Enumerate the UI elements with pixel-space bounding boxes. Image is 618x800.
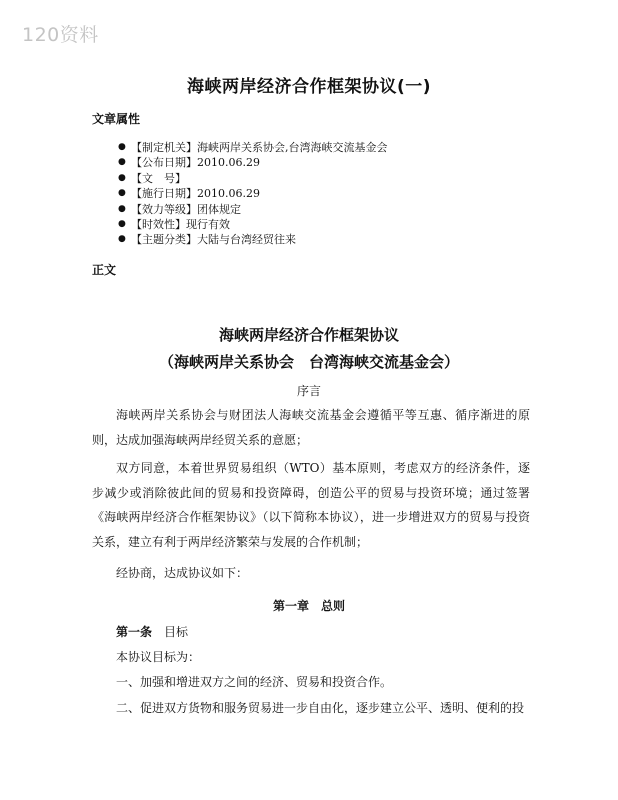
- property-item: ● 【主题分类】大陆与台湾经贸往来: [118, 233, 296, 247]
- property-item: ● 【时效性】现行有效: [118, 218, 230, 232]
- goal-item: 二、促进双方货物和服务贸易进一步自由化，逐步建立公平、透明、便利的投: [116, 701, 525, 715]
- watermark-logo: 120资料: [22, 24, 99, 46]
- document-title: 海峡两岸经济合作框架协议(一): [186, 77, 432, 97]
- paragraph: 经协商，达成协议如下：: [116, 566, 249, 580]
- property-item: ● 【制定机关】海峡两岸关系协会,台湾海峡交流基金会: [118, 141, 388, 154]
- property-item: ● 【文 号】: [118, 171, 186, 185]
- bullet-icon: ●: [118, 234, 126, 245]
- article-heading: [116, 623, 188, 640]
- property-item: ● 【效力等级】团体规定: [118, 202, 241, 216]
- paragraph: 双方同意，本着世界贸易组织（WTO）基本原则，考虑双方的经济条件，逐步减少或消除彼此间的贸易和投资障碍，创造公平的贸易与投资环境；通过签署《海峡两岸经济合作框架协议》（以下简称本协议），进一步增进双方的贸易与投资关系，建立有利于两岸经济繁荣与发展的合作机制；: [92, 461, 530, 549]
- goal-intro: 本协议目标为：: [116, 650, 201, 664]
- body-heading: 正文: [92, 263, 117, 277]
- bullet-icon: ●: [118, 188, 126, 199]
- bullet-icon: ●: [118, 157, 126, 168]
- paragraph: 海峡两岸关系协会与财团法人海峡交流基金会遵循平等互惠、循序渐进的原则，达成加强海峡两岸经贸关系的意愿；: [92, 408, 530, 447]
- goal-item: 一、加强和增进双方之间的经济、贸易和投资合作。: [116, 675, 393, 689]
- bullet-icon: ●: [118, 219, 126, 230]
- preface-heading: 序言: [296, 384, 321, 398]
- agreement-title: 海峡两岸经济合作框架协议: [218, 326, 399, 344]
- article-label: 第一条: [116, 625, 153, 639]
- bullet-icon: ●: [118, 142, 126, 152]
- chapter-heading: 第一章 总则: [272, 599, 345, 613]
- property-item: ● 【公布日期】2010.06.29: [118, 156, 260, 170]
- agreement-parties: （海峡两岸关系协会 台湾海峡交流基金会）: [158, 353, 459, 371]
- bullet-icon: ●: [118, 172, 126, 183]
- property-item: ● 【施行日期】2010.06.29: [118, 187, 260, 201]
- properties-heading: 文章属性: [92, 112, 141, 126]
- properties-list: [118, 140, 388, 248]
- bullet-icon: ●: [118, 203, 126, 214]
- article-title: 目标: [164, 625, 189, 639]
